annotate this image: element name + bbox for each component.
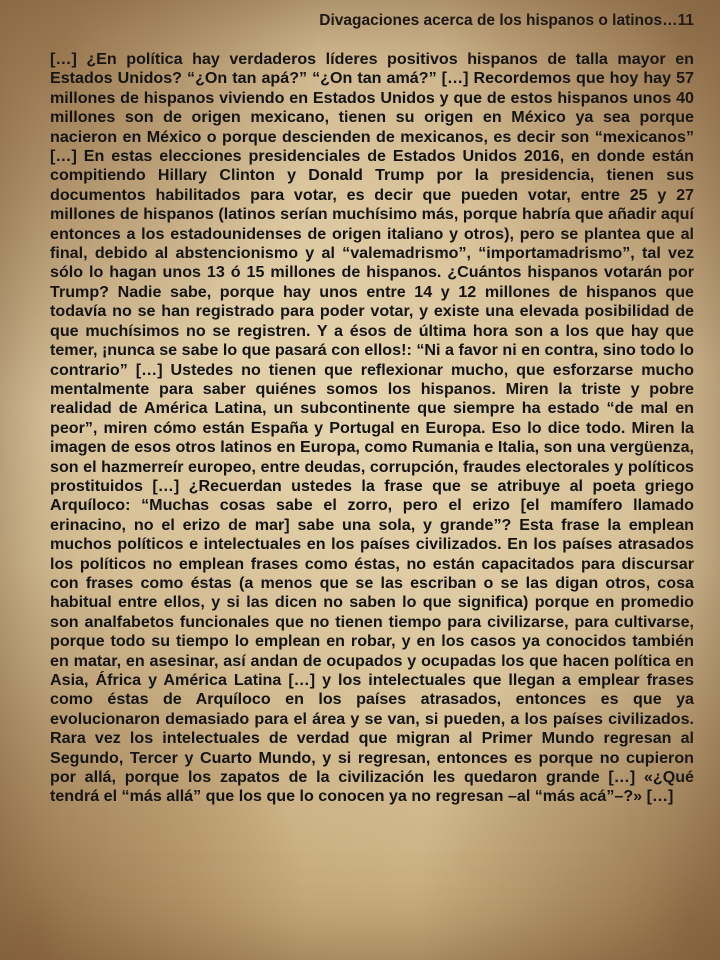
body-paragraph: […] ¿En política hay verdaderos líderes positivos hispanos de talla mayor en Estados Unidos? “¿On tan apá?” “¿On tan amá?” […] Recordemos que hoy hay 57 millones de hispanos viviendo en Estados Unidos y que de estos hispanos unos 40 millones son de origen mexicano, tienen su origen en México ya sea porque nacieron en México o porque descienden de mexicanos, es decir son “mexicanos” […] En estas elecciones presidenciales de Estados Unidos 2016, en donde están compitiendo Hillary Clinton y Donald Trump por la presidencia, tienen sus documentos habilitados para votar, es decir que pueden votar, entre 25 y 27 millones de hispanos (latinos serían muchísimo más, porque habría que añadir aquí entonces a los estadounidenses de origen italiano y otros), pero se plantea que al final, debido al abstencionismo y al “valemadrismo”, “importamadrismo”, tal vez sólo lo hagan unos 13 ó 15 millones de hispanos. ¿Cuántos hispanos votarán por Trump? Nadie sabe, porque hay unos entre 14 y 12 millones de hispanos que todavía no se han registrado para poder votar, y existe una elevada posibilidad de que muchísimos no se registren. Y a ésos de última hora son a los que hay que temer, ¡nunca se sabe lo que pasará con ellos!: “Ni a favor ni en contra, sino todo lo contrario” […] Ustedes no tienen que reflexionar mucho, que esforzarse mucho mentalmente para saber quiénes somos los hispanos. Miren la triste y pobre realidad de América Latina, un subcontinente que siempre ha estado “de mal en peor”, miren cómo están España y Portugal en Europa. Eso lo dice todo. Miren la imagen de esos otros latinos en Europa, como Rumania e Italia, son una vergüenza, son el hazmerreír europeo, entre deudas, corrupción, fraudes electorales y políticos prostituidos […] ¿Recuerdan ustedes la frase que se atribuye al poeta griego Arquíloco: “Muchas cosas sabe el zorro, pero el erizo [el mamífero llamado erinacino, no el erizo de mar] sabe una sola, y grande”? Esta frase la emplean muchos políticos e intelectuales en los países civilizados. En los países atrasados los políticos no emplean frases como éstas, no están capacitados para discursar con frases como éstas (a menos que se las escriban o se las digan otros, cosa habitual entre ellos, y si las dicen no saben lo que significa) porque en promedio son analfabetos funcionales que no tienen tiempo para civilizarse, para cultivarse, porque todo su tiempo lo emplean en robar, y en los casos ya conocidos también en matar, en asesinar, así andan de ocupados y ocupadas los que hacen política en Asia, África y América Latina […] y los intelectuales que llegan a emplear frases como éstas de Arquíloco en los países atrasados, entonces es que ya evolucionaron demasiado para el área y se van, si pueden, a los países civilizados. Rara vez los intelectuales de verdad que migran al Primer Mundo regresan al Segundo, Tercer y Cuarto Mundo, y si regresan, entonces es porque no cupieron por allá, porque los zapatos de la civilización les quedaron grande […] «¿Qué tendrá el “más allá” que los que lo conocen ya no regresan –al “más acá”–?» […] — [50, 50, 694, 806]
page-title: Divagaciones acerca de los hispanos o latinos…11 — [319, 12, 694, 29]
